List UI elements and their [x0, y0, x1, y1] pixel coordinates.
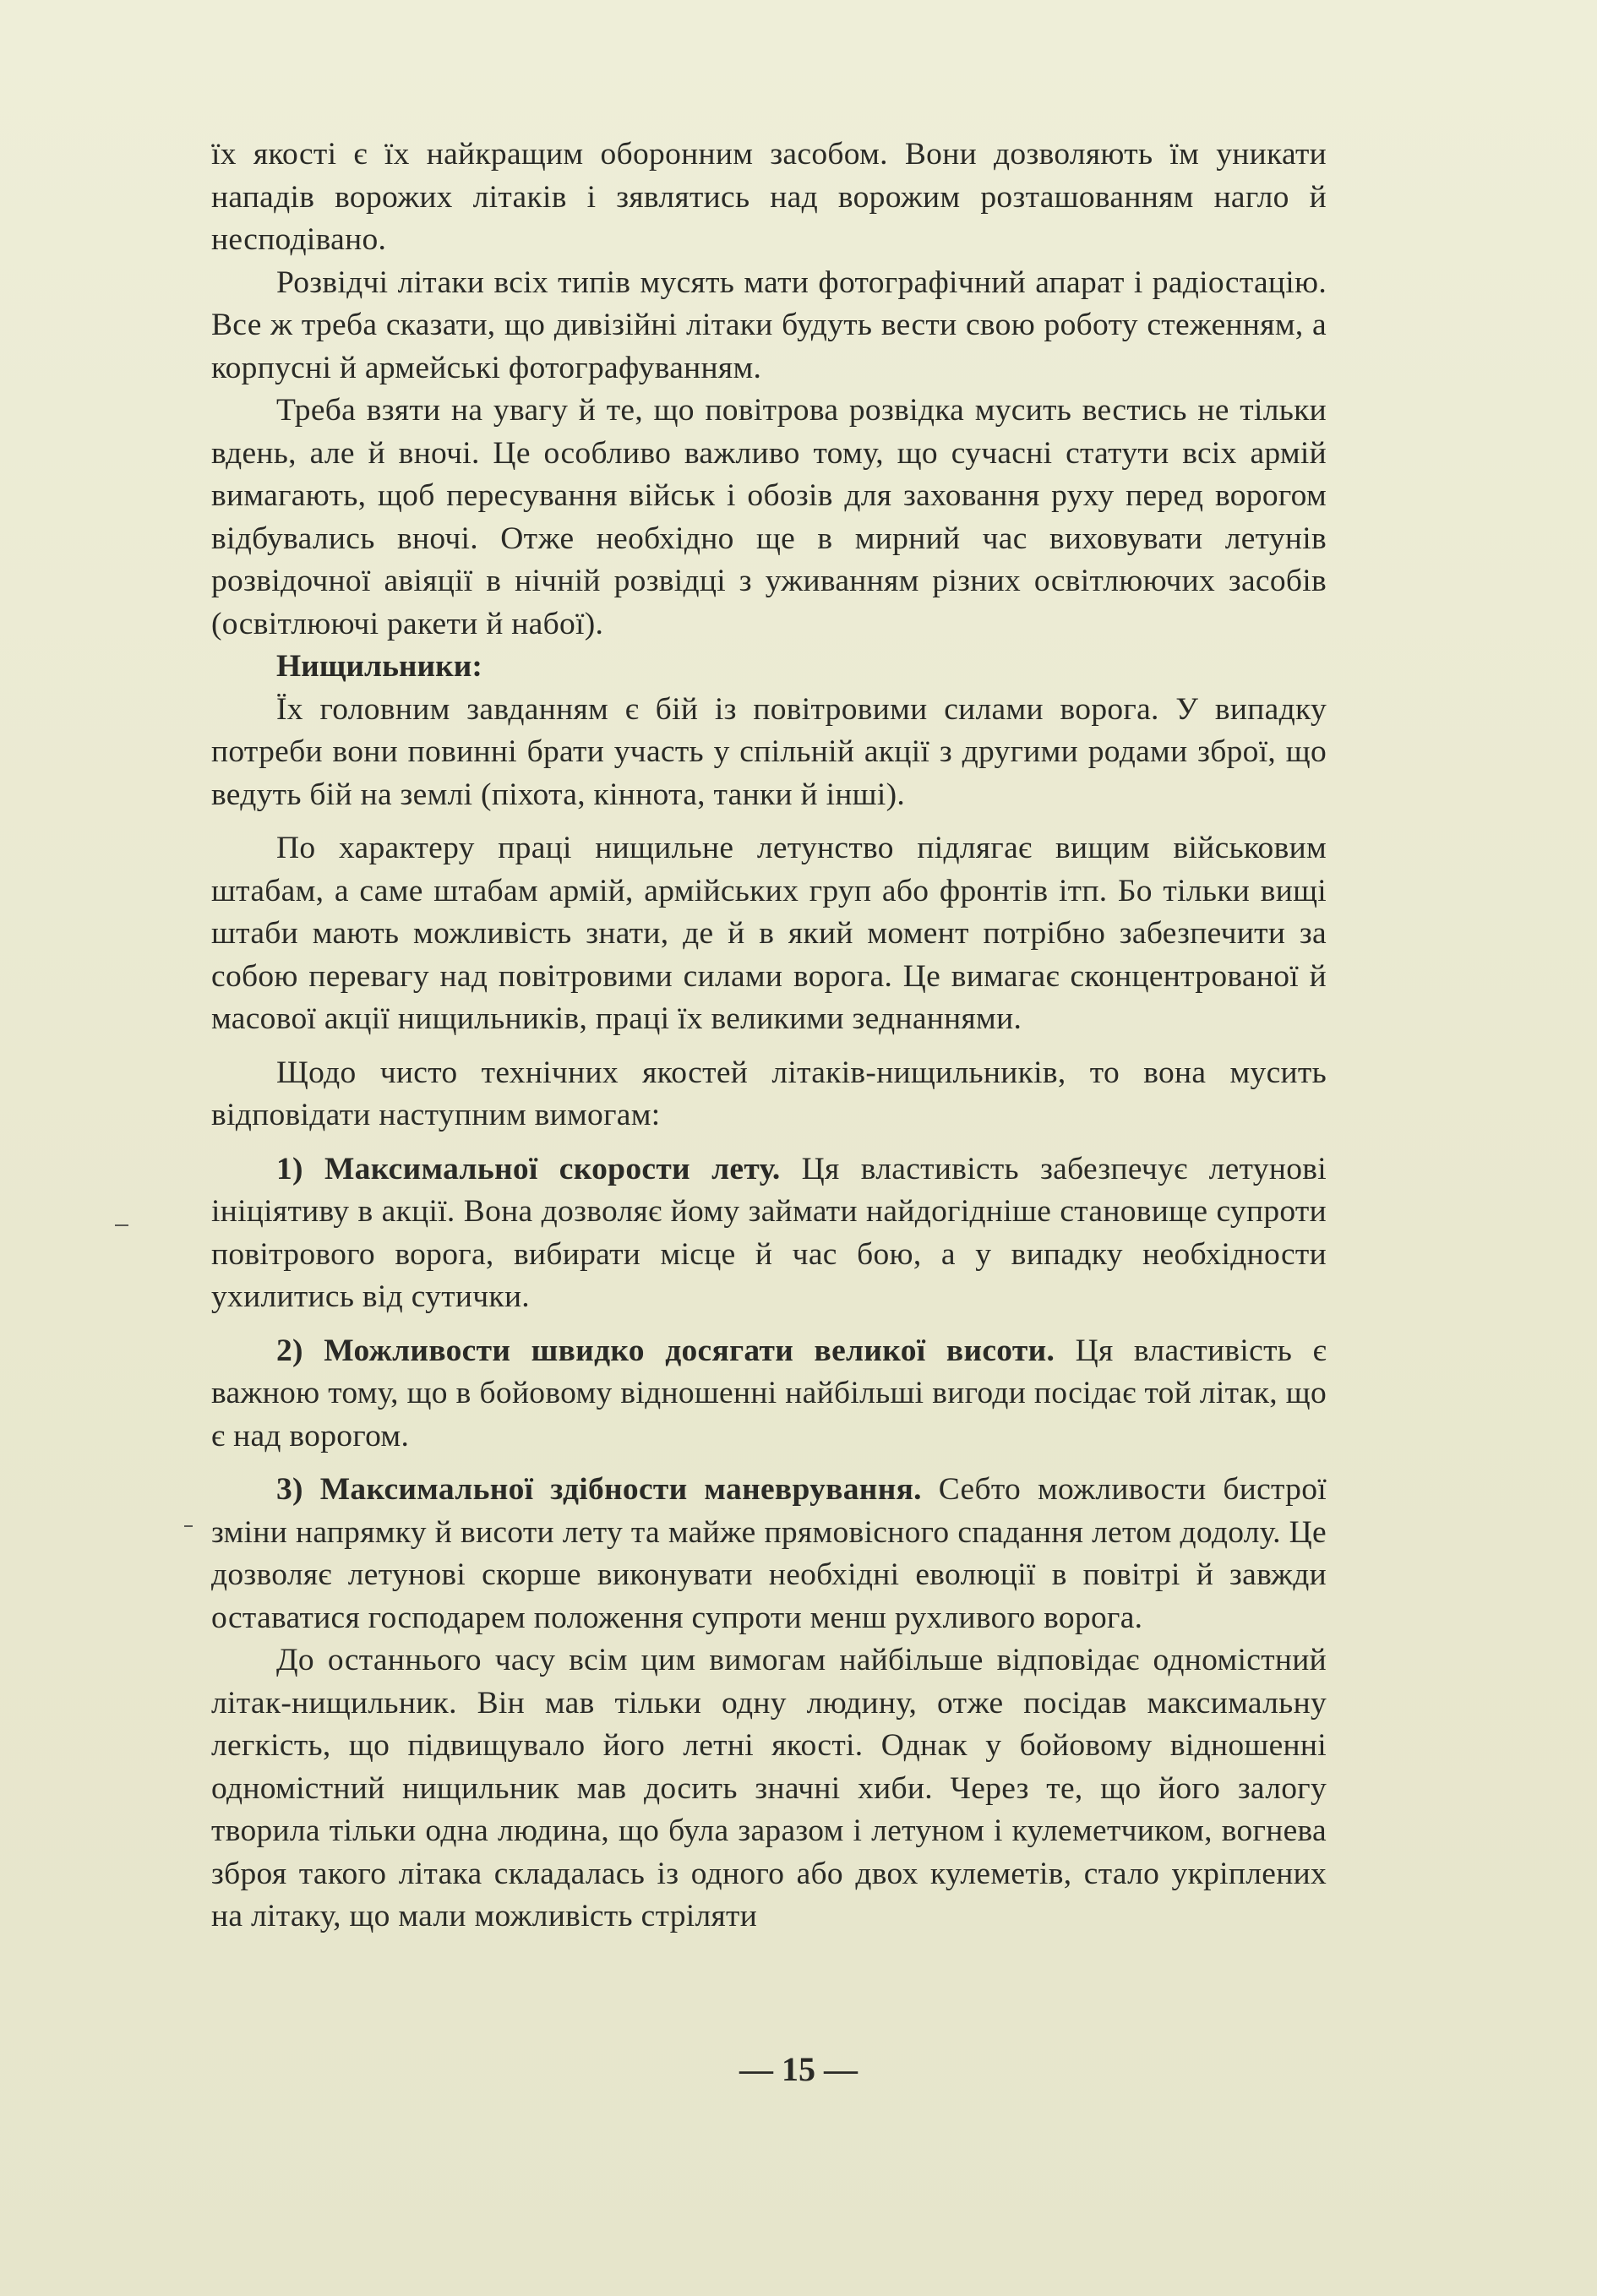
requirement-item: [211, 1148, 1327, 1319]
margin-mark: [184, 1525, 193, 1527]
paragraph: До останнього часу всім цим вимогам найбільше відповідає одномістний літак-нищильник. Він мав тільки одну людину, отже посідав максимальну легкість, що підвищувало його летні якості. Однак у бойовому відношенні одномістний нищильник мав досить значні хиби. Через те, що його залогу творила тільки одна людина, що була заразом і летуном і кулеметчиком, вогнева зброя такого літака складалась із одного або двох кулеметів, стало укріплених на літаку, що мали можливість стріляти: [211, 1643, 1327, 1933]
requirement-text: Ця властивість є важною тому, що в бойовому відношенні найбільші вигоди посідає той літак, що є над ворогом.: [211, 1333, 1327, 1453]
margin-mark: [115, 1224, 128, 1226]
requirement-item: [211, 1469, 1327, 1639]
body-text: [211, 134, 1327, 1939]
paragraph: Розвідчі літаки всіх типів мусять мати фотографічний апарат і радіостацію. Все ж треба сказати, що дивізійні літаки будуть вести свою роботу стеженням, а корпусні й армейські фотографуванням.: [211, 265, 1327, 385]
paragraph: Щодо чисто технічних якостей літаків-нищильників, то вона мусить відповідати наступним вимогам:: [211, 1055, 1327, 1132]
section-heading: Нищильники:: [276, 649, 482, 684]
requirement-item: [211, 1330, 1327, 1459]
paragraph: Їх головним завданням є бій із повітровими силами ворога. У випадку потреби вони повинні брати участь у спільній акції з другими родами зброї, що ведуть бій на землі (піхота, кіннота, танки й інші).: [211, 691, 1327, 812]
requirement-title: 2) Можливости швидко досягати великої висоти.: [276, 1333, 1055, 1368]
requirement-title: 1) Максимальної скорости лету.: [276, 1151, 781, 1186]
paragraph: Треба взяти на увагу й те, що повітрова розвідка мусить вестись не тільки вдень, але й вночі. Це особливо важливо тому, що сучасні статути всіх армій вимагають, щоб пересування військ і обозів для заховання руху перед ворогом відбувались вночі. Отже необхідно ще в мирний час виховувати летунів розвідочної авіяції в нічній розвідці з уживанням різних освітлюючих засобів (освітлюючі ракети й набої).: [211, 393, 1327, 641]
page-number: — 15 —: [739, 2050, 858, 2088]
requirement-text: Ця властивість забезпечує летунові ініціятиву в акції. Вона дозволяє йому займати найдогідніше становище супроти повітрового ворога, вибирати місце й час бою, а у випадку необхідности ухилитись від сутички.: [211, 1151, 1327, 1314]
requirement-title: 3) Максимальної здібности маневрування.: [276, 1472, 922, 1507]
paragraph: їх якості є їх найкращим оборонним засобом. Вони дозволяють їм уникати нападів ворожих літаків і зявлятись над ворожим розташованням нагло й несподівано.: [211, 137, 1327, 257]
requirement-text: Себто можливости бистрої зміни напрямку й висоти лету та майже прямовісного спадання летом додолу. Це дозволяє летунові скорше виконувати необхідні еволюції в повітрі й завжди оставатися господарем положення супроти менш рухливого ворога.: [211, 1472, 1327, 1635]
paragraph: По характеру праці нищильне летунство підлягає вищим військовим штабам, а саме штабам армій, армійських груп або фронтів ітп. Бо тільки вищі штаби мають можливість знати, де й в який момент потрібно забезпечити за собою перевагу над повітровими силами ворога. Це вимагає сконцентрованої й масової акції нищильників, праці їх великими зеднаннями.: [211, 831, 1327, 1036]
